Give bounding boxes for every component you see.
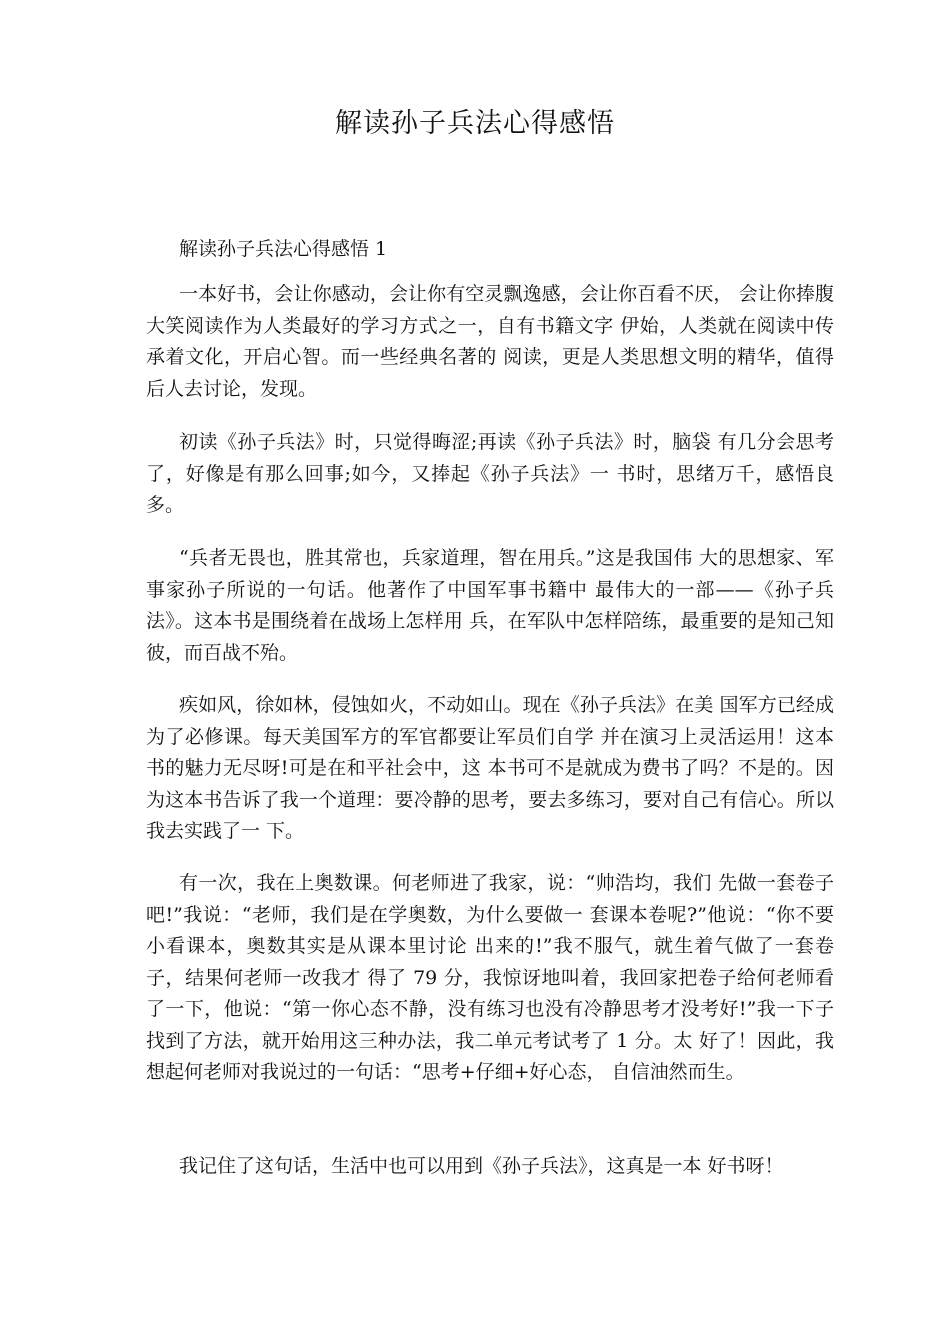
paragraph-1: 一本好书，会让你感动，会让你有空灵飘逸感，会让你百看不厌， 会让你捧腹大笑阅读作为人类最好的学习方式之一，自有书籍文字 伊始，人类就在阅读中传承着文化，开启心智。而一些经典名著的 阅读，更是人类思想文明的精华，值得后人去讨论，发现。	[146, 283, 834, 400]
section-heading: 解读孙子兵法心得感悟 1	[179, 238, 388, 260]
document-title: 解读孙子兵法心得感悟	[335, 108, 615, 139]
paragraph-3: “兵者无畏也，胜其常也，兵家道理，智在用兵。”这是我国伟 大的思想家、军事家孙子所说的一句话。他著作了中国军事书籍中 最伟大的一部——《孙子兵法》。这本书是围绕着在战场上怎样用 兵，在军队中怎样陪练，最重要的是知己知彼，而百战不殆。	[146, 547, 834, 664]
paragraph-4: 疾如风，徐如林，侵蚀如火，不动如山。现在《孙子兵法》在美 国军方已经成为了必修课。每天美国军方的军官都要让军员们自学 并在演习上灵活运用！这本书的魅力无尽呀!可是在和平社会中，这 本书可不是就成为费书了吗？不是的。因为这本书告诉了我一个道理：要冷静的思考，要去多练习，要对自己有信心。所以我去实践了一 下。	[146, 694, 834, 842]
paragraph-2: 初读《孙子兵法》时，只觉得晦涩;再读《孙子兵法》时，脑袋 有几分会思考了，好像是有那么回事;如今，又捧起《孙子兵法》一 书时，思绪万千，感悟良多。	[146, 431, 834, 516]
paragraph-5: 有一次，我在上奥数课。何老师进了我家，说：“帅浩均，我们 先做一套卷子吧!”我说：“老师，我们是在学奥数，为什么要做一 套课本卷呢?”他说：“你不要小看课本，奥数其实是从课本里讨论 出来的!”我不服气，就生着气做了一套卷子，结果何老师一改我才 得了 79 分，我惊讶地叫着，我回家把卷子给何老师看了一下，他说：“第一你心态不静，没有练习也没有冷静思考才没考好!”我一下子 找到了方法，就开始用这三种办法，我二单元考试考了 1 分。太 好了！因此，我想起何老师对我说过的一句话：“思考+仔细+好心态， 自信油然而生。	[146, 872, 834, 1083]
paragraph-6: 我记住了这句话，生活中也可以用到《孙子兵法》，这真是一本 好书呀！	[179, 1155, 784, 1177]
